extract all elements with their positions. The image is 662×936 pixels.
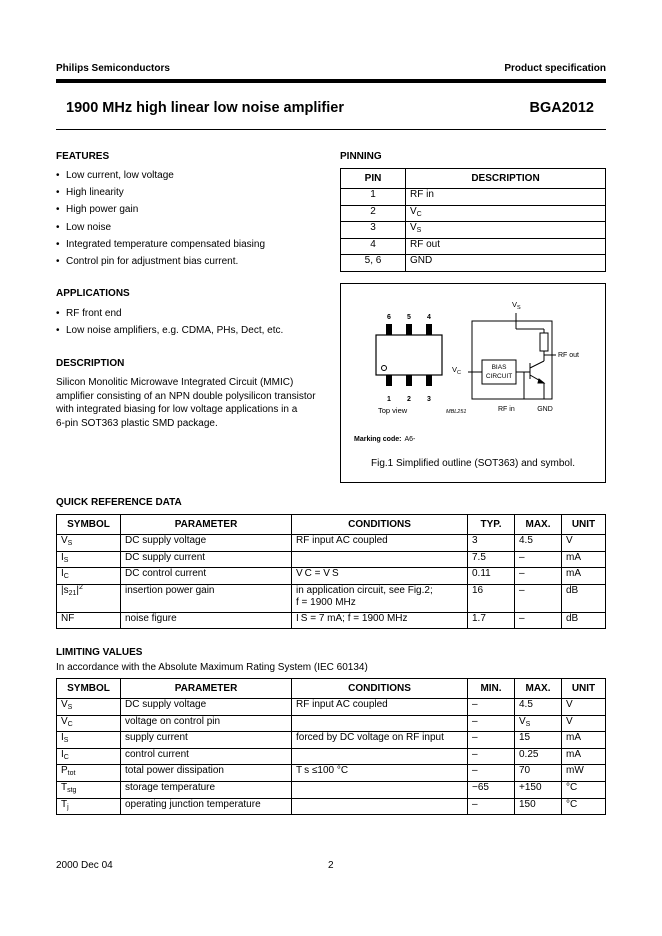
pin-label: 3	[427, 396, 431, 403]
max-cell: 4.5	[515, 699, 562, 716]
symbol-cell: $T_{stg}$	[57, 781, 121, 798]
description-line: with integrated biasing for low voltage applications in a	[56, 404, 298, 416]
applications-heading: APPLICATIONS	[56, 288, 130, 299]
pin-label: 1	[387, 396, 391, 403]
symbol-cell: NF	[57, 612, 121, 629]
max-cell: –	[515, 584, 562, 612]
list-item: • Integrated temperature compensated biasing	[56, 236, 265, 253]
page-number: 2	[328, 860, 334, 871]
col-pin: PIN	[341, 169, 406, 189]
bias-circuit-label: CIRCUIT	[485, 373, 513, 380]
parameter-cell: voltage on control pin	[121, 715, 292, 732]
table-row	[341, 222, 606, 239]
pin-description: RF in	[406, 189, 606, 206]
pin-number: 3	[341, 222, 406, 239]
table-row	[57, 568, 606, 585]
conditions-cell: forced by DC voltage on RF input	[292, 732, 468, 749]
table-row	[341, 205, 606, 222]
table-row	[341, 255, 606, 272]
gnd-label: GND	[537, 406, 553, 413]
symbol-cell: $V_S$	[57, 535, 121, 552]
pinning-table	[340, 168, 606, 272]
header-rule-thick	[56, 79, 606, 83]
min-cell: –	[468, 715, 515, 732]
unit-cell: dB	[562, 612, 606, 629]
pin-description: $V_C$	[406, 205, 606, 222]
list-item: • High power gain	[56, 201, 265, 218]
unit-cell: V	[562, 535, 606, 552]
col-header: TYP.	[468, 515, 515, 535]
symbol-cell: $V_S$	[57, 699, 121, 716]
max-cell: –	[515, 612, 562, 629]
col-header: UNIT	[562, 679, 606, 699]
symbol-cell: $I_S$	[57, 551, 121, 568]
unit-cell: mA	[562, 568, 606, 585]
marking-code: Marking code: A6-	[354, 436, 416, 443]
package-diagram	[340, 283, 606, 483]
vc-label: $V_C$	[452, 365, 461, 376]
pin-description: RF out	[406, 238, 606, 255]
parameter-cell: DC supply current	[121, 551, 292, 568]
description-line: 6-pin SOT363 plastic SMD package.	[56, 418, 218, 430]
conditions-cell: RF input AC coupled	[292, 699, 468, 716]
rf-in-label: RF in	[498, 406, 515, 413]
col-header: MAX.	[515, 515, 562, 535]
min-cell: −65	[468, 781, 515, 798]
company-name: Philips Semiconductors	[56, 63, 170, 74]
col-header: UNIT	[562, 515, 606, 535]
conditions-cell: in application circuit, see Fig.2; f = 1900 MHz	[292, 584, 468, 612]
table-row	[57, 699, 606, 716]
min-cell: –	[468, 732, 515, 749]
features-list	[56, 167, 265, 270]
description-text	[56, 376, 316, 431]
min-cell: –	[468, 765, 515, 782]
table-row	[57, 781, 606, 798]
parameter-cell: total power dissipation	[121, 765, 292, 782]
col-header: PARAMETER	[121, 515, 292, 535]
symbol-cell: $V_C$	[57, 715, 121, 732]
conditions-cell	[292, 715, 468, 732]
pin-label: 4	[427, 314, 431, 321]
table-row	[341, 238, 606, 255]
parameter-cell: operating junction temperature	[121, 798, 292, 815]
unit-cell: mA	[562, 732, 606, 749]
figure-caption: Fig.1 Simplified outline (SOT363) and symbol.	[371, 458, 575, 469]
col-header: CONDITIONS	[292, 679, 468, 699]
description-line: amplifier consisting of an NPN double polysilicon transistor	[56, 390, 316, 402]
quick-reference-table	[56, 514, 606, 629]
conditions-cell: RF input AC coupled	[292, 535, 468, 552]
parameter-cell: storage temperature	[121, 781, 292, 798]
unit-cell: °C	[562, 798, 606, 815]
circuit-symbol	[468, 313, 556, 399]
unit-cell: V	[562, 715, 606, 732]
conditions-cell	[292, 551, 468, 568]
table-row	[57, 748, 606, 765]
symbol-cell: $|s_{21}|^2$	[57, 584, 121, 612]
typ-cell: 3	[468, 535, 515, 552]
parameter-cell: DC supply voltage	[121, 699, 292, 716]
pin-number: 5, 6	[341, 255, 406, 272]
unit-cell: V	[562, 699, 606, 716]
pin-description: GND	[406, 255, 606, 272]
min-cell: –	[468, 798, 515, 815]
unit-cell: mW	[562, 765, 606, 782]
top-view-label: Top view	[378, 406, 408, 415]
unit-cell: mA	[562, 748, 606, 765]
quick-reference-heading: QUICK REFERENCE DATA	[56, 497, 182, 508]
table-row	[57, 732, 606, 749]
conditions-cell	[292, 748, 468, 765]
unit-cell: dB	[562, 584, 606, 612]
conditions-cell: I S = 7 mA; f = 1900 MHz	[292, 612, 468, 629]
col-header: MIN.	[468, 679, 515, 699]
symbol-cell: $P_{tot}$	[57, 765, 121, 782]
drawing-code: MBL251	[446, 409, 467, 415]
unit-cell: mA	[562, 551, 606, 568]
typ-cell: 1.7	[468, 612, 515, 629]
list-item: • Low noise	[56, 219, 265, 236]
symbol-cell: $I_S$	[57, 732, 121, 749]
max-cell: +150	[515, 781, 562, 798]
parameter-cell: control current	[121, 748, 292, 765]
pin-label: 5	[407, 314, 411, 321]
symbol-cell: $I_C$	[57, 568, 121, 585]
col-header: CONDITIONS	[292, 515, 468, 535]
parameter-cell: DC supply voltage	[121, 535, 292, 552]
list-item: • High linearity	[56, 184, 265, 201]
table-row	[57, 535, 606, 552]
rf-out-label: RF out	[558, 352, 580, 359]
col-description: DESCRIPTION	[406, 169, 606, 189]
symbol-cell: $I_C$	[57, 748, 121, 765]
applications-list	[56, 305, 283, 339]
limiting-values-heading: LIMITING VALUES	[56, 647, 143, 658]
parameter-cell: supply current	[121, 732, 292, 749]
min-cell: –	[468, 699, 515, 716]
max-cell: $V_S$	[515, 715, 562, 732]
table-row	[57, 798, 606, 815]
sot363-package	[376, 324, 442, 386]
max-cell: 0.25	[515, 748, 562, 765]
unit-cell: °C	[562, 781, 606, 798]
pin-label: 2	[407, 396, 411, 403]
pin-number: 4	[341, 238, 406, 255]
parameter-cell: noise figure	[121, 612, 292, 629]
pin-label: 6	[387, 314, 391, 321]
parameter-cell: DC control current	[121, 568, 292, 585]
max-cell: –	[515, 568, 562, 585]
bias-circuit-label: BIAS	[491, 364, 507, 371]
conditions-cell	[292, 798, 468, 815]
typ-cell: 0.11	[468, 568, 515, 585]
symbol-cell: $T_j$	[57, 798, 121, 815]
list-item: • Low current, low voltage	[56, 167, 265, 184]
doc-type: Product specification	[504, 63, 606, 74]
pin-description: $V_S$	[406, 222, 606, 239]
table-row	[57, 584, 606, 612]
col-header: MAX.	[515, 679, 562, 699]
max-cell: –	[515, 551, 562, 568]
table-row	[57, 765, 606, 782]
table-row	[57, 551, 606, 568]
limiting-values-table	[56, 678, 606, 815]
max-cell: 15	[515, 732, 562, 749]
table-row	[57, 612, 606, 629]
list-item: • Control pin for adjustment bias current.	[56, 253, 265, 270]
conditions-cell: T s ≤100 °C	[292, 765, 468, 782]
pin-number: 1	[341, 189, 406, 206]
part-number: BGA2012	[529, 100, 594, 116]
col-header: PARAMETER	[121, 679, 292, 699]
col-header: SYMBOL	[57, 679, 121, 699]
table-row	[341, 189, 606, 206]
max-cell: 4.5	[515, 535, 562, 552]
max-cell: 70	[515, 765, 562, 782]
max-cell: 150	[515, 798, 562, 815]
table-row	[57, 715, 606, 732]
header-rule-thin	[56, 129, 606, 130]
conditions-cell: V C = V S	[292, 568, 468, 585]
col-header: SYMBOL	[57, 515, 121, 535]
typ-cell: 16	[468, 584, 515, 612]
conditions-cell	[292, 781, 468, 798]
vs-label: $V_S$	[512, 300, 521, 311]
min-cell: –	[468, 748, 515, 765]
list-item: • RF front end	[56, 305, 283, 322]
description-heading: DESCRIPTION	[56, 358, 125, 369]
parameter-cell: insertion power gain	[121, 584, 292, 612]
features-heading: FEATURES	[56, 151, 110, 162]
typ-cell: 7.5	[468, 551, 515, 568]
description-line: Silicon Monolitic Microwave Integrated Circuit (MMIC)	[56, 377, 294, 388]
pinning-heading: PINNING	[340, 151, 382, 162]
limiting-values-subheading: In accordance with the Absolute Maximum Rating System (IEC 60134)	[56, 662, 368, 673]
list-item: • Low noise amplifiers, e.g. CDMA, PHs, Dect, etc.	[56, 322, 283, 339]
pin-number: 2	[341, 205, 406, 222]
page-title: 1900 MHz high linear low noise amplifier	[66, 100, 344, 116]
footer-date: 2000 Dec 04	[56, 860, 113, 871]
